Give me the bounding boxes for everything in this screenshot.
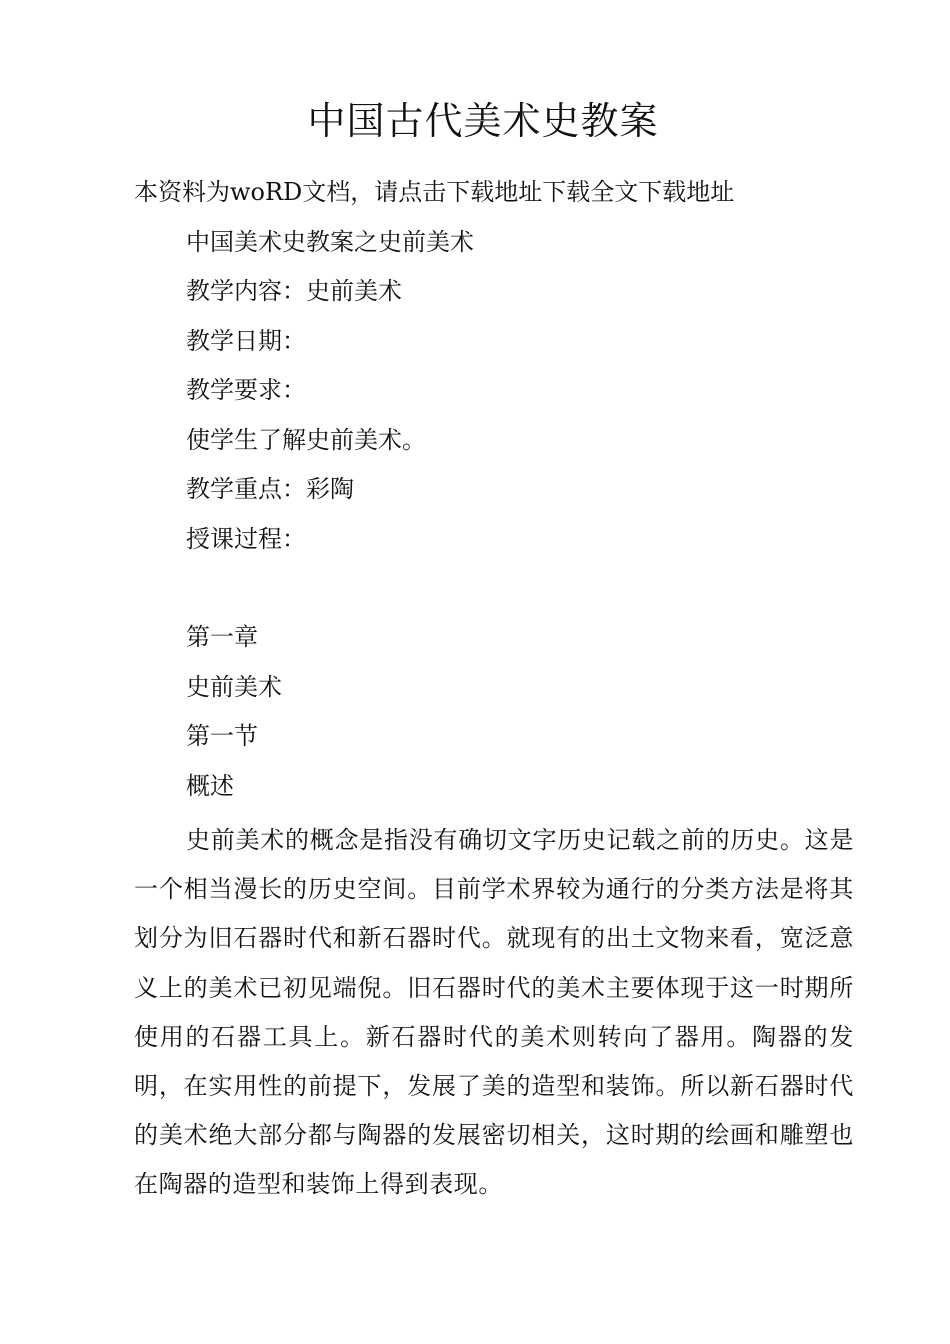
teaching-date: 教学日期：	[186, 327, 306, 355]
chapter-title: 史前美术	[186, 673, 282, 701]
section-title: 概述	[186, 772, 234, 800]
teaching-content: 教学内容：史前美术	[186, 277, 402, 305]
teaching-focus: 教学重点：彩陶	[186, 475, 354, 503]
body-paragraph: 史前美术的概念是指没有确切文字历史记载之前的历史。这是一个相当漫长的历史空间。目前学术界较为通行的分类方法是将其划分为旧石器时代和新石器时代。就现有的出土文物来看，宽泛意义上的美术已初见端倪。旧石器时代的美术主要体现于这一时期所使用的石器工具上。新石器时代的美术则转向了器用。陶器的发明，在实用性的前提下，发展了美的造型和装饰。所以新石器时代的美术绝大部分都与陶器的发展密切相关，这时期的绘画和雕塑也在陶器的造型和装饰上得到表现。	[134, 826, 854, 1199]
teaching-process-label: 授课过程：	[186, 525, 306, 553]
intro-line: 本资料为woRD文档，请点击下载地址下载全文下载地址	[134, 178, 735, 206]
section-number: 第一节	[186, 722, 258, 750]
teaching-requirement-label: 教学要求：	[186, 376, 306, 404]
chapter-number: 第一章	[186, 623, 258, 651]
teaching-requirement-text: 使学生了解史前美术。	[186, 426, 426, 454]
document-title: 中国古代美术史教案	[307, 99, 659, 143]
lesson-heading: 中国美术史教案之史前美术	[186, 228, 474, 256]
